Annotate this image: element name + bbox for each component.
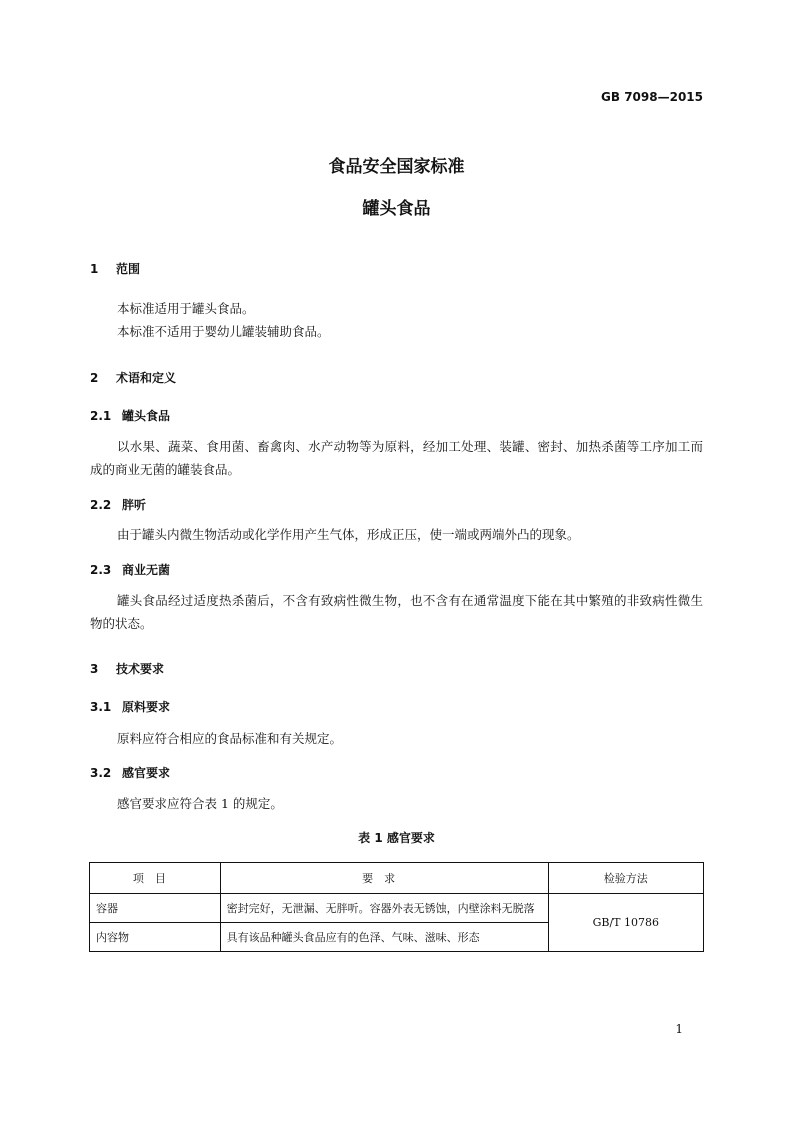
section-1-heading xyxy=(90,260,140,277)
definition-paragraph: 以水果、蔬菜、食用菌、畜禽肉、水产动物等为原料，经加工处理、装罐、密封、加热杀菌等工序加工而成的商业无菌的罐装食品。 xyxy=(90,439,703,477)
section-3-1-heading xyxy=(90,698,170,715)
section-3-1-body xyxy=(90,727,703,750)
subsection-title: 商业无菌 xyxy=(122,563,171,577)
section-title: 技术要求 xyxy=(116,662,165,676)
section-number: 3 xyxy=(90,662,99,676)
subsection-number: 3.1 xyxy=(90,700,112,714)
subsection-title: 胖听 xyxy=(122,498,147,512)
subsection-title: 感官要求 xyxy=(122,766,171,780)
section-2-1-heading xyxy=(90,407,170,424)
definition-paragraph: 罐头食品经过适度热杀菌后，不含有致病性微生物，也不含有在通常温度下能在其中繁殖的非致病性微生物的状态。 xyxy=(90,593,703,631)
section-number: 2 xyxy=(90,371,99,385)
section-3-2-heading xyxy=(90,764,170,781)
document-title: 食品安全国家标准 xyxy=(328,157,465,177)
standard-code: GB 7098—2015 xyxy=(601,90,703,104)
subsection-number: 3.2 xyxy=(90,766,112,780)
cell-requirement: 密封完好，无泄漏、无胖听。容器外表无锈蚀，内壁涂料无脱落 xyxy=(220,894,548,923)
cell-item: 内容物 xyxy=(90,923,221,952)
section-2-heading xyxy=(90,369,176,386)
subsection-number: 2.2 xyxy=(90,498,112,512)
subsection-title: 原料要求 xyxy=(122,700,171,714)
section-2-3-body xyxy=(90,589,703,635)
subsection-number: 2.1 xyxy=(90,409,112,423)
section-2-2-body xyxy=(90,523,703,546)
section-3-2-body xyxy=(90,792,703,815)
column-header-item: 项目 xyxy=(90,863,221,894)
section-2-2-heading xyxy=(90,496,146,513)
document-subtitle: 罐头食品 xyxy=(362,199,431,219)
column-header-requirement: 要求 xyxy=(220,863,548,894)
page-number: 1 xyxy=(675,1022,683,1036)
sensory-requirements-table xyxy=(89,862,704,952)
table-caption: 表 1 感官要求 xyxy=(358,831,435,845)
column-header-method: 检验方法 xyxy=(548,863,703,894)
section-1-body xyxy=(90,297,703,343)
subsection-number: 2.3 xyxy=(90,563,112,577)
section-2-1-body xyxy=(90,435,703,481)
scope-paragraph-2: 本标准不适用于婴幼儿罐装辅助食品。 xyxy=(117,324,330,339)
section-3-heading xyxy=(90,660,164,677)
section-number: 1 xyxy=(90,262,99,276)
definition-paragraph: 由于罐头内微生物活动或化学作用产生气体，形成正压，使一端或两端外凸的现象。 xyxy=(117,527,580,542)
table-header-row xyxy=(90,863,704,894)
cell-requirement: 具有该品种罐头食品应有的色泽、气味、滋味、形态 xyxy=(220,923,548,952)
requirement-paragraph: 感官要求应符合表 1 的规定。 xyxy=(117,796,283,811)
scope-paragraph-1: 本标准适用于罐头食品。 xyxy=(117,301,255,316)
cell-item: 容器 xyxy=(90,894,221,923)
section-title: 术语和定义 xyxy=(116,371,177,385)
section-title: 范围 xyxy=(116,262,141,276)
cell-method: GB/T 10786 xyxy=(548,894,703,952)
section-2-3-heading xyxy=(90,561,170,578)
requirement-paragraph: 原料应符合相应的食品标准和有关规定。 xyxy=(117,731,343,746)
table-row xyxy=(90,894,704,923)
subsection-title: 罐头食品 xyxy=(122,409,171,423)
